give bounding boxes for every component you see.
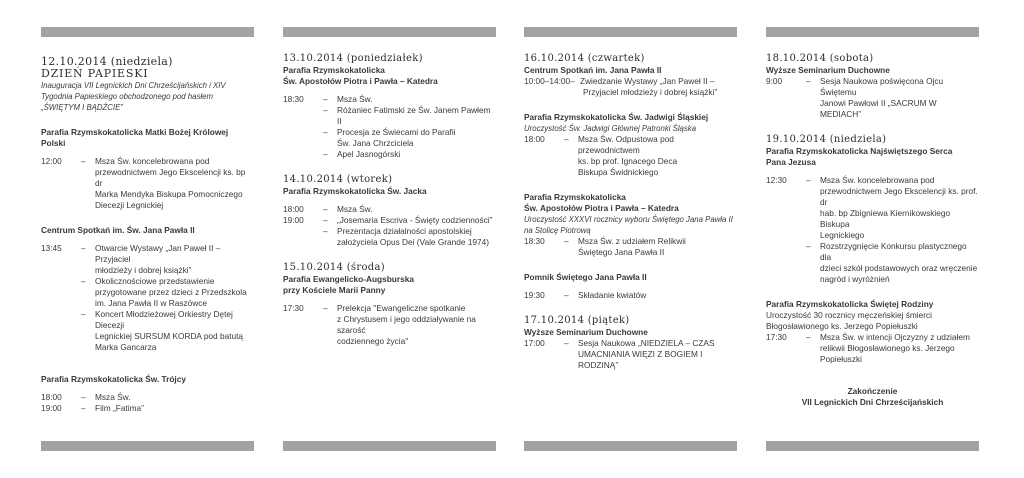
date-heading: 15.10.2014 (środa) <box>283 262 385 273</box>
bottom-divider <box>41 441 254 451</box>
event-text: Przyjaciel młodzieży i dobrej książki” <box>583 87 718 97</box>
event-text: Legnickiej SURSUM KORDA pod batutą <box>95 331 244 341</box>
top-divider <box>41 27 254 37</box>
event-time: 18:30 <box>524 236 545 246</box>
event-item: 19:00 – Film „Fatima” <box>41 403 254 414</box>
event-text: im. Jana Pawła II w Raszówce <box>95 298 208 308</box>
event-time: 12:00 <box>41 156 62 166</box>
top-divider <box>524 27 737 37</box>
column-2 <box>283 27 496 347</box>
event-text: „Josemaria Escriva - Święty codzienności” <box>337 215 493 225</box>
event-item <box>524 76 737 98</box>
event-time: 17:30 <box>283 303 304 313</box>
date-heading: 14.10.2014 (wtorek) <box>283 174 393 185</box>
event-item: 12:30 – Msza Św. koncelebrowana pod przewodnictwem Jego Ekscelencji ks. prof. dr hab. bp Zbigniewa Kiernikowskiego Biskupa Legnickiego <box>766 175 978 240</box>
bottom-divider <box>524 441 737 451</box>
event-text: hab. bp Zbigniewa Kiernikowskiego Biskupa <box>820 208 951 229</box>
event-text: Sesja Naukowa poświęcona Ojcu Świętemu <box>820 76 944 97</box>
venue-name: Centrum Spotkań im. Jana Pawła II <box>524 65 662 75</box>
event-subitem: – Różaniec Fatimski ze Św. Janem Pawłem II <box>283 105 496 127</box>
event-time: 13:45 <box>41 243 62 253</box>
event-text: Św. Jana Chrzciciela <box>337 138 414 148</box>
event-text: Msza Św. w intencji Ojczyzny z udziałem <box>820 332 970 342</box>
event-text: Popiełuszki <box>820 354 862 364</box>
venue-name: Parafia Rzymskokatolicka Św. Jacka <box>283 186 427 196</box>
venue-name: Pomnik Świętego Jana Pawła II <box>524 272 647 282</box>
event-text: Biskupa Świdnickiego <box>578 167 659 177</box>
venue-name: Parafia Rzymskokatolicka Świętej Rodziny <box>766 299 934 309</box>
italic-note: na Stolicę Piotrową <box>524 226 591 235</box>
bottom-divider <box>766 441 979 451</box>
event-time: 10:00–14:00– <box>524 76 575 86</box>
event-text: przewodnictwem Jego Ekscelencji ks. bp dr <box>95 167 246 188</box>
day-title: DZIEŃ PAPIESKI <box>41 67 149 80</box>
venue-name: Parafia Rzymskokatolicka Św. Jadwigi Śląskiej <box>524 112 709 122</box>
date-heading: 12.10.2014 (niedziela) <box>41 55 173 68</box>
event-text: założyciela Opus Dei (Vale Grande 1974) <box>337 237 490 247</box>
event-time: 18:00 <box>283 204 304 214</box>
event-item: 19:00 – „Josemaria Escriva - Święty codzienności” <box>283 215 496 226</box>
bottom-divider <box>283 441 496 451</box>
venue-name: Pana Jezusa <box>766 157 816 167</box>
column-1 <box>41 27 254 414</box>
venue-name: Parafia Rzymskokatolicka <box>283 65 385 75</box>
event-text: Diecezji Legnickiej <box>95 200 164 210</box>
event-text: Msza Św. <box>337 94 373 104</box>
event-text: Marka Gancarza <box>95 342 157 352</box>
event-item: 9:00 – Sesja Naukowa poświęcona Ojcu Świętemu Janowi Pawłowi II „SACRUM W MEDIACH” <box>766 76 979 120</box>
event-subitem: – Procesja ze Świecami do Parafii Św. Jana Chrzciciela <box>283 127 496 149</box>
venue-name: Wyższe Seminarium Duchowne <box>766 65 890 75</box>
event-text: relikwii Błogosławionego ks. Jerzego <box>820 343 955 353</box>
event-time: 9:00 <box>766 76 783 86</box>
venue-name: Centrum Spotkań im. Św. Jana Pawła II <box>41 225 195 235</box>
event-time: 18:00 <box>524 134 545 144</box>
event-text: Różaniec Fatimski ze Św. Janem Pawłem II <box>337 105 491 126</box>
event-text: Msza Św. koncelebrowana pod <box>820 175 935 185</box>
venue-name: Wyższe Seminarium Duchowne <box>524 327 648 337</box>
event-text: Apel Jasnogórski <box>337 149 401 159</box>
event-time: 17:00 <box>524 338 545 348</box>
event-text: Procesja ze Świecami do Parafii <box>337 127 456 137</box>
top-divider <box>766 27 979 37</box>
event-subitem: – Koncert Młodzieżowej Orkiestry Dętej Diecezji Legnickiej SURSUM KORDA pod batutą Marka Gancarza <box>41 309 254 353</box>
event-time: 17:30 <box>766 332 787 342</box>
event-text: Msza Św. z udziałem Relikwii <box>578 236 686 246</box>
event-subitem: – Okolicznościowe przedstawienie przygotowane przez dzieci z Przedszkola im. Jana Pawła II w Raszówce <box>41 276 254 309</box>
occasion-text: Błogosławionego ks. Jerzego Popiełuszki <box>766 321 918 331</box>
italic-note: Uroczystość Św. Jadwigi Głównej Patronki Śląska <box>524 124 697 133</box>
event-text: przewodnictwem Jego Ekscelencji ks. prof. dr <box>820 186 978 207</box>
column-4 <box>766 27 979 408</box>
event-text: przygotowane przez dzieci z Przedszkola <box>95 287 247 297</box>
italic-note: Uroczystość XXXVI rocznicy wyboru Świętego Jana Pawła II <box>524 215 733 224</box>
event-text: Świętego Jana Pawła II <box>578 247 665 257</box>
event-text: Zwiedzanie Wystawy „Jan Paweł II – <box>580 76 715 86</box>
event-text: Prelekcja "Ewangeliczne spotkanie <box>337 303 466 313</box>
event-time: 19:00 <box>41 403 62 413</box>
event-item: 17:30 – Msza Św. w intencji Ojczyzny z udziałem relikwii Błogosławionego ks. Jerzego Popiełuszki <box>766 332 979 365</box>
event-text: Koncert Młodzieżowej Orkiestry Dętej Diecezji <box>95 309 233 330</box>
event-subitem: – Prezentacja działalności apostolskiej założyciela Opus Dei (Vale Grande 1974) <box>283 226 496 248</box>
event-text: Msza Św. koncelebrowana pod <box>95 156 210 166</box>
event-text: Otwarcie Wystawy „Jan Paweł II – Przyjaciel <box>95 243 221 264</box>
event-text: z Chrystusem i jego oddziaływanie na szarość <box>337 314 476 335</box>
event-text: dzieci szkół podstawowych oraz wręczenie <box>820 263 978 273</box>
event-text: Msza Św. Odpustowa pod przewodnictwem <box>578 134 674 155</box>
event-subitem: – Apel Jasnogórski <box>283 149 496 160</box>
event-text: Msza Św. <box>337 204 373 214</box>
event-text: Marka Mendyka Biskupa Pomocniczego <box>95 189 243 199</box>
event-text: Msza Św. <box>95 392 131 402</box>
date-heading: 13.10.2014 (poniedziałek) <box>283 53 423 64</box>
closing-title: Zakończenie <box>847 386 898 396</box>
event-text: Składanie kwiatów <box>578 290 647 300</box>
venue-name: Parafia Rzymskokatolicka Św. Trójcy <box>41 374 186 384</box>
event-item: 18:00 – Msza Św. Odpustowa pod przewodnictwem ks. bp prof. Ignacego Deca Biskupa Świdnickiego <box>524 134 737 178</box>
event-subitem: – Rozstrzygnięcie Konkursu plastycznego dla dzieci szkół podstawowych oraz wręczenie nagród i wyróżnień <box>806 241 978 284</box>
intro-line: Inauguracja VII Legnickich Dni Chrześcijańskich i XIV <box>41 81 226 90</box>
venue-name: Parafia Rzymskokatolicka Najświętszego Serca <box>766 146 953 156</box>
event-time: 12:30 <box>766 175 787 185</box>
closing-subtitle: VII Legnickich Dni Chrześcijańskich <box>801 397 944 407</box>
venue-name: Polski <box>41 138 66 148</box>
date-heading: 17.10.2014 (piątek) <box>524 315 630 326</box>
venue-name: przy Kościele Marii Panny <box>283 285 386 295</box>
intro-line: „ŚWIĘTYM I BĄDŹCIE” <box>41 103 123 112</box>
event-text: Okolicznościowe przedstawienie <box>95 276 215 286</box>
event-text: Prezentacja działalności apostolskiej <box>337 226 472 236</box>
date-heading: 19.10.2014 (niedziela) <box>766 134 887 145</box>
venue-name: Św. Apostołów Piotra i Pawła – Katedra <box>283 76 438 86</box>
event-text: ks. bp prof. Ignacego Deca <box>578 156 678 166</box>
event-text: młodzieży i dobrej książki” <box>95 265 192 275</box>
occasion-text: Uroczystość 30 rocznicy męczeńskiej śmierci <box>766 310 932 320</box>
event-text: Janowi Pawłowi II „SACRUM W MEDIACH” <box>820 98 937 119</box>
venue-name: Parafia Ewangelicko-Augsburska <box>283 274 414 284</box>
column-3 <box>524 27 737 371</box>
event-item: 18:30 – Msza Św. z udziałem Relikwii Świętego Jana Pawła II <box>524 236 737 258</box>
intro-line: Tygodnia Papieskiego obchodzonego pod hasłem <box>41 92 213 101</box>
event-time: 19:00 <box>283 215 304 225</box>
event-text: Film „Fatima” <box>95 403 144 413</box>
event-item: 18:00 – Msza Św. <box>41 392 254 403</box>
venue-name: Parafia Rzymskokatolicka <box>524 192 626 202</box>
event-time: 18:30 <box>283 94 304 104</box>
venue-name: Św. Apostołów Piotra i Pawła – Katedra <box>524 203 679 213</box>
event-text: codziennego życia" <box>337 336 409 346</box>
event-text: Legnickiego <box>820 230 865 240</box>
event-text: nagród i wyróżnień <box>820 274 890 284</box>
event-item: 17:30 – Prelekcja "Ewangeliczne spotkanie z Chrystusem i jego oddziaływanie na szarość codziennego życia" <box>283 303 496 347</box>
event-text: UMACNIANIA WIĘZI Z BOGIEM I RODZINĄ” <box>578 349 703 370</box>
event-item: 12:00 – Msza Św. koncelebrowana pod przewodnictwem Jego Ekscelencji ks. bp dr Marka Mendyka Biskupa Pomocniczego Diecezji Legnickiej <box>41 156 254 211</box>
event-item: 19:30 – Składanie kwiatów <box>524 290 737 301</box>
date-heading: 16.10.2014 (czwartek) <box>524 53 645 64</box>
event-time: 19:30 <box>524 290 545 300</box>
event-item: 18:00 – Msza Św. <box>283 204 496 215</box>
venue-name: Parafia Rzymskokatolicka Matki Bożej Królowej <box>41 127 229 137</box>
event-item: 13:45 – Otwarcie Wystawy „Jan Paweł II – Przyjaciel młodzieży i dobrej książki” <box>41 243 254 276</box>
event-time: 18:00 <box>41 392 62 402</box>
top-divider <box>283 27 496 37</box>
event-text: Rozstrzygnięcie Konkursu plastycznego dla <box>820 241 967 262</box>
event-item: 18:30 – Msza Św. <box>283 94 496 105</box>
event-item: 17:00 – Sesja Naukowa „NIEDZIELA – CZAS UMACNIANIA WIĘZI Z BOGIEM I RODZINĄ” <box>524 338 737 371</box>
event-text: Sesja Naukowa „NIEDZIELA – CZAS <box>578 338 715 348</box>
date-heading: 18.10.2014 (sobota) <box>766 53 874 64</box>
